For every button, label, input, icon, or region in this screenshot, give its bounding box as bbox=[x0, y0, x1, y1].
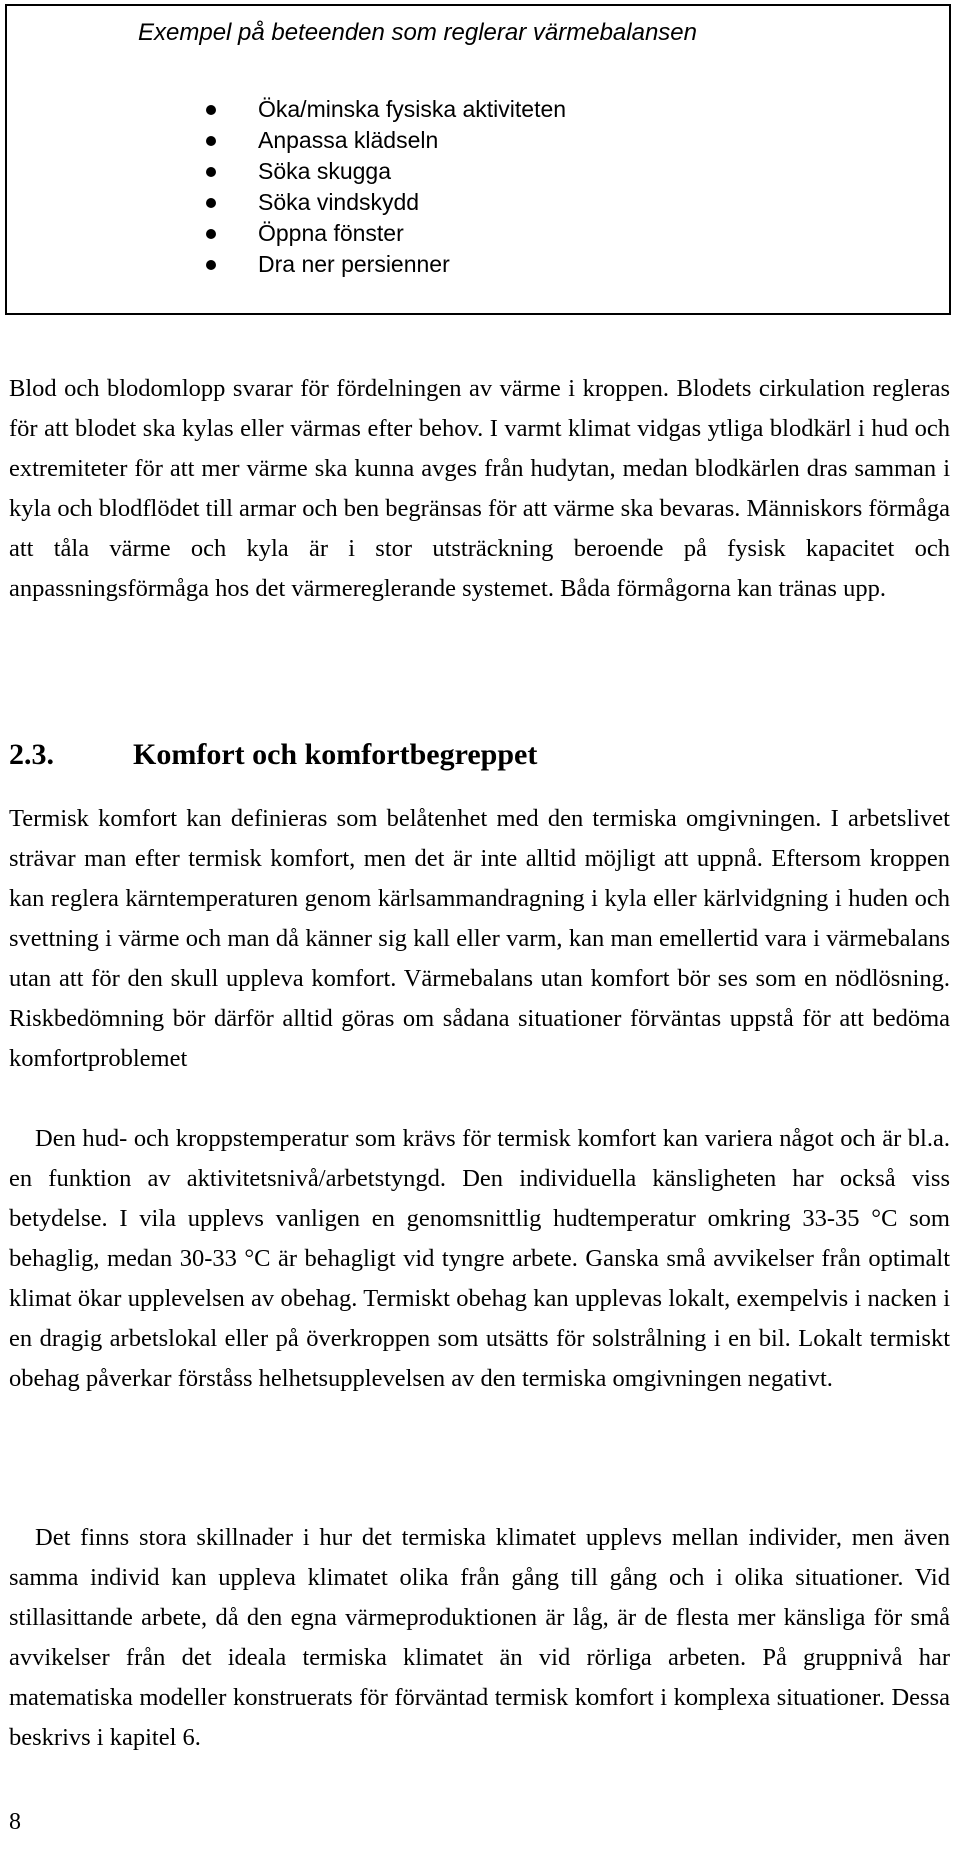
paragraph-skin-temperature: Den hud- och kroppstemperatur som krävs för termisk komfort kan variera något och är bl.a. en funktion av aktivitetsnivå/arbetstyngd. Den individuella känsligheten har också viss betydelse. I vila upplevs vanligen en genomsnittlig hudtemperatur omkring 33-35 °C som behaglig, medan 30-33 °C är behagligt vid tyngre arbete. Ganska små avvikelser från optimalt klimat ökar upplevelsen av obehag. Termiskt obehag kan upplevas lokalt, exempelvis i nacken i en dragig arbetslokal eller på överkroppen som utsätts för solstrålning i en bil. Lokalt termiskt obehag påverkar förståss helhetsupplevelsen av den termiska omgivningen negativt. bbox=[9, 1124, 950, 1392]
list-item: Söka vindskydd bbox=[200, 187, 566, 218]
page-number: 8 bbox=[9, 1809, 21, 1835]
section-heading bbox=[9, 735, 537, 775]
paragraph-individual-differences: Det finns stora skillnader i hur det termiska klimatet upplevs mellan individer, men även samma individ kan uppleva klimatet olika från gång till gång och i olika situationer. Vid stillasittande arbete, då den egna värmeproduktionen är låg, är de flesta mer känsliga för små avvikelser från det ideala termiska klimatet än vid rörliga arbeten. På gruppnivå har matematiska modeller konstruerats för förväntad termisk komfort i komplexa situationer. Dessa beskrivs i kapitel 6. bbox=[9, 1523, 950, 1751]
example-box-caption: Exempel på beteenden som reglerar värmebalansen bbox=[138, 19, 697, 46]
paragraph-thermal-comfort: Termisk komfort kan definieras som belåtenhet med den termiska omgivningen. I arbetslivet strävar man efter termisk komfort, men det är inte alltid möjligt att uppnå. Eftersom kroppen kan reglera kärntemperaturen genom kärlsammandragning i kyla eller kärlvidgning i huden och svettning i värme och man då känner sig kall eller varm, kan man emellertid vara i värmebalans utan att för den skull uppleva komfort. Värmebalans utan komfort bör ses som en nödlösning. Riskbedömning bör därför alltid göras om sådana situationer förväntas uppstå för att bedöma komfortproblemet bbox=[9, 804, 950, 1072]
section-number: 2.3. bbox=[9, 737, 54, 771]
list-item: Öka/minska fysiska aktiviteten bbox=[200, 94, 566, 125]
section-title: Komfort och komfortbegreppet bbox=[133, 737, 538, 771]
list-item: Dra ner persienner bbox=[200, 249, 566, 280]
behavior-list bbox=[200, 94, 566, 280]
paragraph-blood-circulation: Blod och blodomlopp svarar för fördelningen av värme i kroppen. Blodets cirkulation regleras för att blodet ska kylas eller värmas efter behov. I varmt klimat vidgas ytliga blodkärl i hud och extremiteter för att mer värme ska kunna avges från hudytan, medan blodkärlen dras samman i kyla och blodflödet till armar och ben begränsas för att värme ska bevaras. Människors förmåga att tåla värme och kyla är i stor utsträckning beroende på fysisk kapacitet och anpassningsförmåga hos det värmereglerande systemet. Båda förmågorna kan tränas upp. bbox=[9, 374, 950, 602]
list-item: Öppna fönster bbox=[200, 218, 566, 249]
list-item: Anpassa klädseln bbox=[200, 125, 566, 156]
list-item: Söka skugga bbox=[200, 156, 566, 187]
